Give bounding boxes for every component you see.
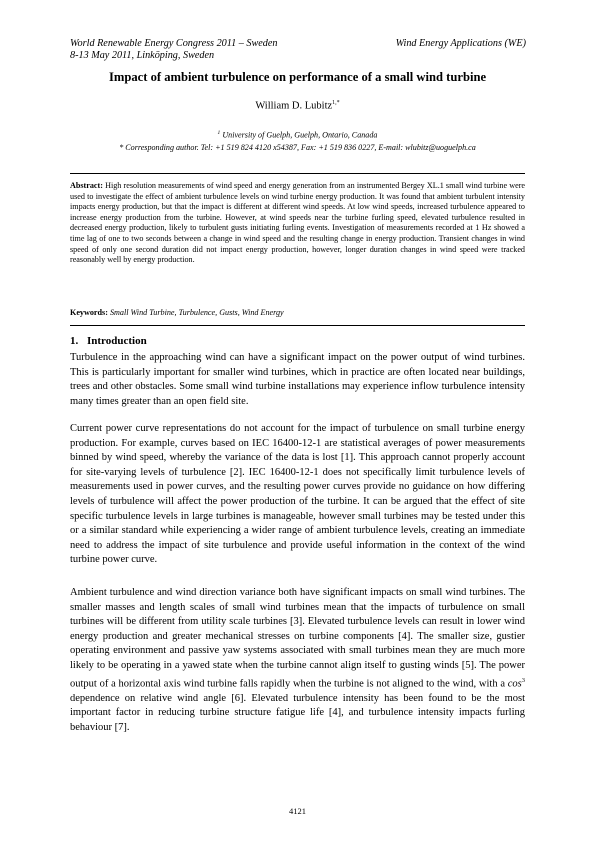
paragraph-2: Current power curve representations do not account for the impact of turbulence on small turbine energy production. For example, curves based on IEC 16400-12-1 are statistical averages of power measurements binned by wind speed, whereby the variance of the data is lost [1]. This approach cannot properly account for site-varying levels of turbulence [2]. IEC 16400-12-1 does not specifically limit turbulence levels of measurements used in power curves, and the resulting power curves provide no guidance on how differing levels of turbulence will affect the power production of the turbine. It can be argued that the effect of site specific turbulence levels in large turbines is manageable, however small turbines may be tested under this or a similar standard while experiencing a wider range of ambient turbulence levels, creating an immediate need to address the impact of site turbulence and provide useful information in the context of the wind turbine power curve. (70, 423, 525, 566)
cos-term: cos (507, 678, 522, 690)
abstract-label: Abstract: (70, 181, 103, 190)
keywords (70, 308, 525, 317)
section-number: 1. (70, 335, 79, 347)
track-name: Wind Energy Applications (WE) (395, 38, 526, 49)
paragraph-3-text-b: dependence on relative wind angle [6]. Elevated turbulence intensity has been found to be the most important factor in reducing turbine structure fatigue life [4], and turbulence intensity impacts furling behaviour [7]. (70, 692, 525, 733)
paper-title: Impact of ambient turbulence on performance of a small wind turbine (108, 70, 487, 84)
author-line (0, 100, 595, 112)
conference-name: World Renewable Energy Congress 2011 – Sweden (70, 38, 278, 49)
keywords-label: Keywords: (70, 308, 108, 317)
corresponding-author: * Corresponding author. Tel: +1 519 824 4120 x54387, Fax: +1 519 836 0227, E-mail: wlubitz@uoguelph.ca (119, 143, 476, 153)
affiliation-superscript: 1 (217, 130, 221, 136)
cos-exponent: 3 (521, 676, 525, 684)
section-heading (70, 335, 147, 347)
abstract (70, 181, 525, 266)
paragraph-3-text-a: Ambient turbulence and wind direction variance both have significant impacts on small wind turbines. The smaller masses and length scales of small wind turbines mean that the impacts of turbulence on small turbines will be different from utility scale turbines [3]. Elevated turbulence levels can result in lower wind energy production and greater mechanical stresses on turbine components [4]. The smaller size, gustier operating environment and passive yaw systems associated with small turbines mean they are much more likely to be operating in a yawed state when the turbine cannot align itself to gusting winds [5]. The power output of a horizontal axis wind turbine falls rapidly when the turbine is not aligned to the wind, with a (70, 587, 525, 690)
affiliation-line (0, 127, 595, 142)
affiliations (0, 127, 595, 155)
paragraph-1: Turbulence in the approaching wind can have a significant impact on the power output of wind turbines. This is particularly important for smaller wind turbines, which in practice are often located near buildings, trees and other obstacles. Some small wind turbine installations may experience inflow turbulence intensity many times greater than an open field site. (70, 352, 525, 407)
abstract-text: High resolution measurements of wind speed and energy generation from an instrumented Bergey XL.1 small wind turbine were used to investigate the effect of ambient turbulence levels on wind turbine energy production. It was found that ambient turbulent intensity impacts energy production, but that the impact is different at different wind speeds. At low wind speeds, increased turbulence appeared to increase energy production from the turbine. However, at wind speeds near the turbine furling speed, elevated turbulence resulted in decreased energy production, likely to turbulent gusts initiating furling events. Investigation of measurements recorded at 1 Hz showed a time lag of one to two seconds between a change in wind speed and the resulting change in energy production. Transient changes in wind speed of only one second duration did not impact energy production, however, longer duration changes in wind speed were tracked reasonably well by energy production. (70, 181, 526, 265)
page-number: 4121 (289, 806, 306, 816)
conference-dates: 8-13 May 2011, Linköping, Sweden (70, 50, 215, 61)
abstract-bottom-rule (70, 325, 525, 326)
author-name: William D. Lubitz (255, 100, 333, 112)
paragraph-3 (70, 586, 525, 735)
author-superscript: 1,* (332, 100, 340, 106)
affiliation-text: University of Guelph, Guelph, Ontario, Canada (220, 130, 378, 140)
running-header (70, 38, 526, 62)
section-title: Introduction (87, 335, 147, 347)
abstract-top-rule (70, 173, 525, 174)
keywords-text: Small Wind Turbine, Turbulence, Gusts, Wind Energy (109, 308, 284, 317)
